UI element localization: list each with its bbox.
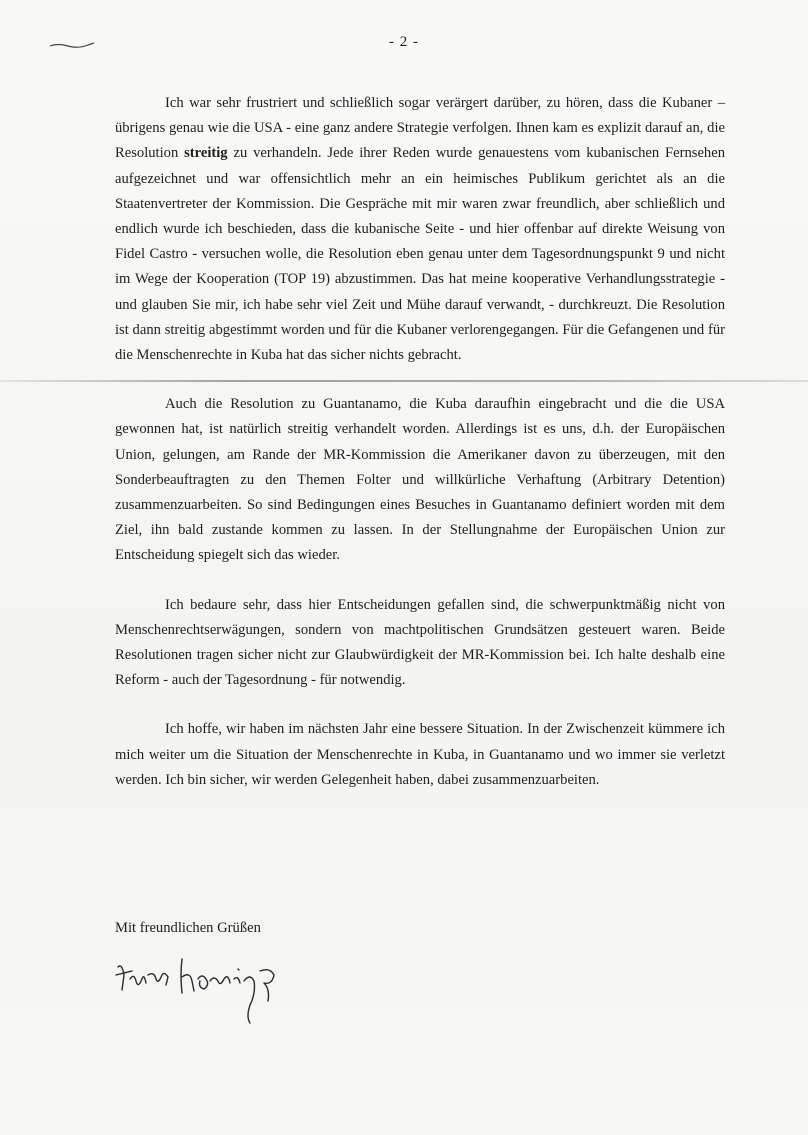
emphasized-word: streitig bbox=[184, 145, 228, 162]
paragraph-text-start: Ich war sehr frustriert und schließlich sogar verärgert darüber, zu hören, dass die Kubaner – übrigens genau wie die USA - eine ganz andere Strategie verfolgen. Ihnen kam es explizit darauf an, die Resolution bbox=[115, 95, 725, 162]
paragraph-reform: Ich bedaure sehr, dass hier Entscheidungen gefallen sind, die schwerpunktmäßig nicht von Menschenrechtserwägungen, sondern von machtpolitischen Grundsätzen gesteuert waren. Beide Resolutionen tragen sicher nicht zur Glaubwürdigkeit der MR-Kommission bei. Ich halte deshalb eine Reform - auch der Tagesordnung - für notwendig. bbox=[115, 596, 725, 689]
paragraph-cuba-strategy bbox=[115, 91, 725, 368]
paragraph-guantanamo: Auch die Resolution zu Guantanamo, die Kuba daraufhin eingebracht und die die USA gewonnen hat, ist natürlich streitig verhandelt worden. Allerdings ist es uns, d.h. der Europäischen Union, gelungen, am Rande der MR-Kommission die Amerikaner davon zu überzeugen, mit den Sonderbeauftragten zu den Themen Folter und willkürliche Verhaftung (Arbitrary Detention) zusammenzuarbeiten. So sind Bedingungen eines Besuches in Guantanamo definiert worden mit dem Ziel, ihn bald zustande kommen zu lassen. In der Stellungnahme der Europäischen Union zur Entscheidung spiegelt sich das wieder. bbox=[115, 396, 725, 564]
letter-body bbox=[115, 91, 725, 793]
handwritten-signature-icon bbox=[110, 945, 290, 1030]
page-number: - 2 - bbox=[389, 34, 419, 50]
paragraph-outlook: Ich hoffe, wir haben im nächsten Jahr eine bessere Situation. In der Zwischenzeit kümmere ich mich weiter um die Situation der Menschenrechte in Kuba, in Guantanamo und wo immer sie verletzt werden. Ich bin sicher, wir werden Gelegenheit haben, dabei zusammenzuarbeiten. bbox=[115, 721, 725, 788]
closing-salutation: Mit freundlichen Grüßen bbox=[115, 920, 261, 936]
paragraph-text-end: zu verhandeln. Jede ihrer Reden wurde genauestens vom kubanischen Fernsehen aufgezeichnet und war offensichtlich mehr an ein heimisches Publikum gerichtet als an die Staatenvertreter der Kommission. Die Gespräche mit mir waren zwar freundlich, aber schließlich und endlich wurde ich beschieden, dass die kubanische Seite - und hier offenbar auf direkte Weisung von Fidel Castro - versuchen wolle, die Resolution eben genau unter dem Tagesordnungspunkt 9 und nicht im Wege der Kooperation (TOP 19) abzustimmen. Das hat meine kooperative Verhandlungsstrategie - und glauben Sie mir, ich habe sehr viel Zeit und Mühe darauf verwandt, - durchkreuzt. Die Resolution ist dann streitig abgestimmt worden und für die Kubaner verlorengegangen. Für die Gefangenen und für die Menschenrechte in Kuba hat das sicher nichts gebracht. bbox=[115, 145, 726, 364]
